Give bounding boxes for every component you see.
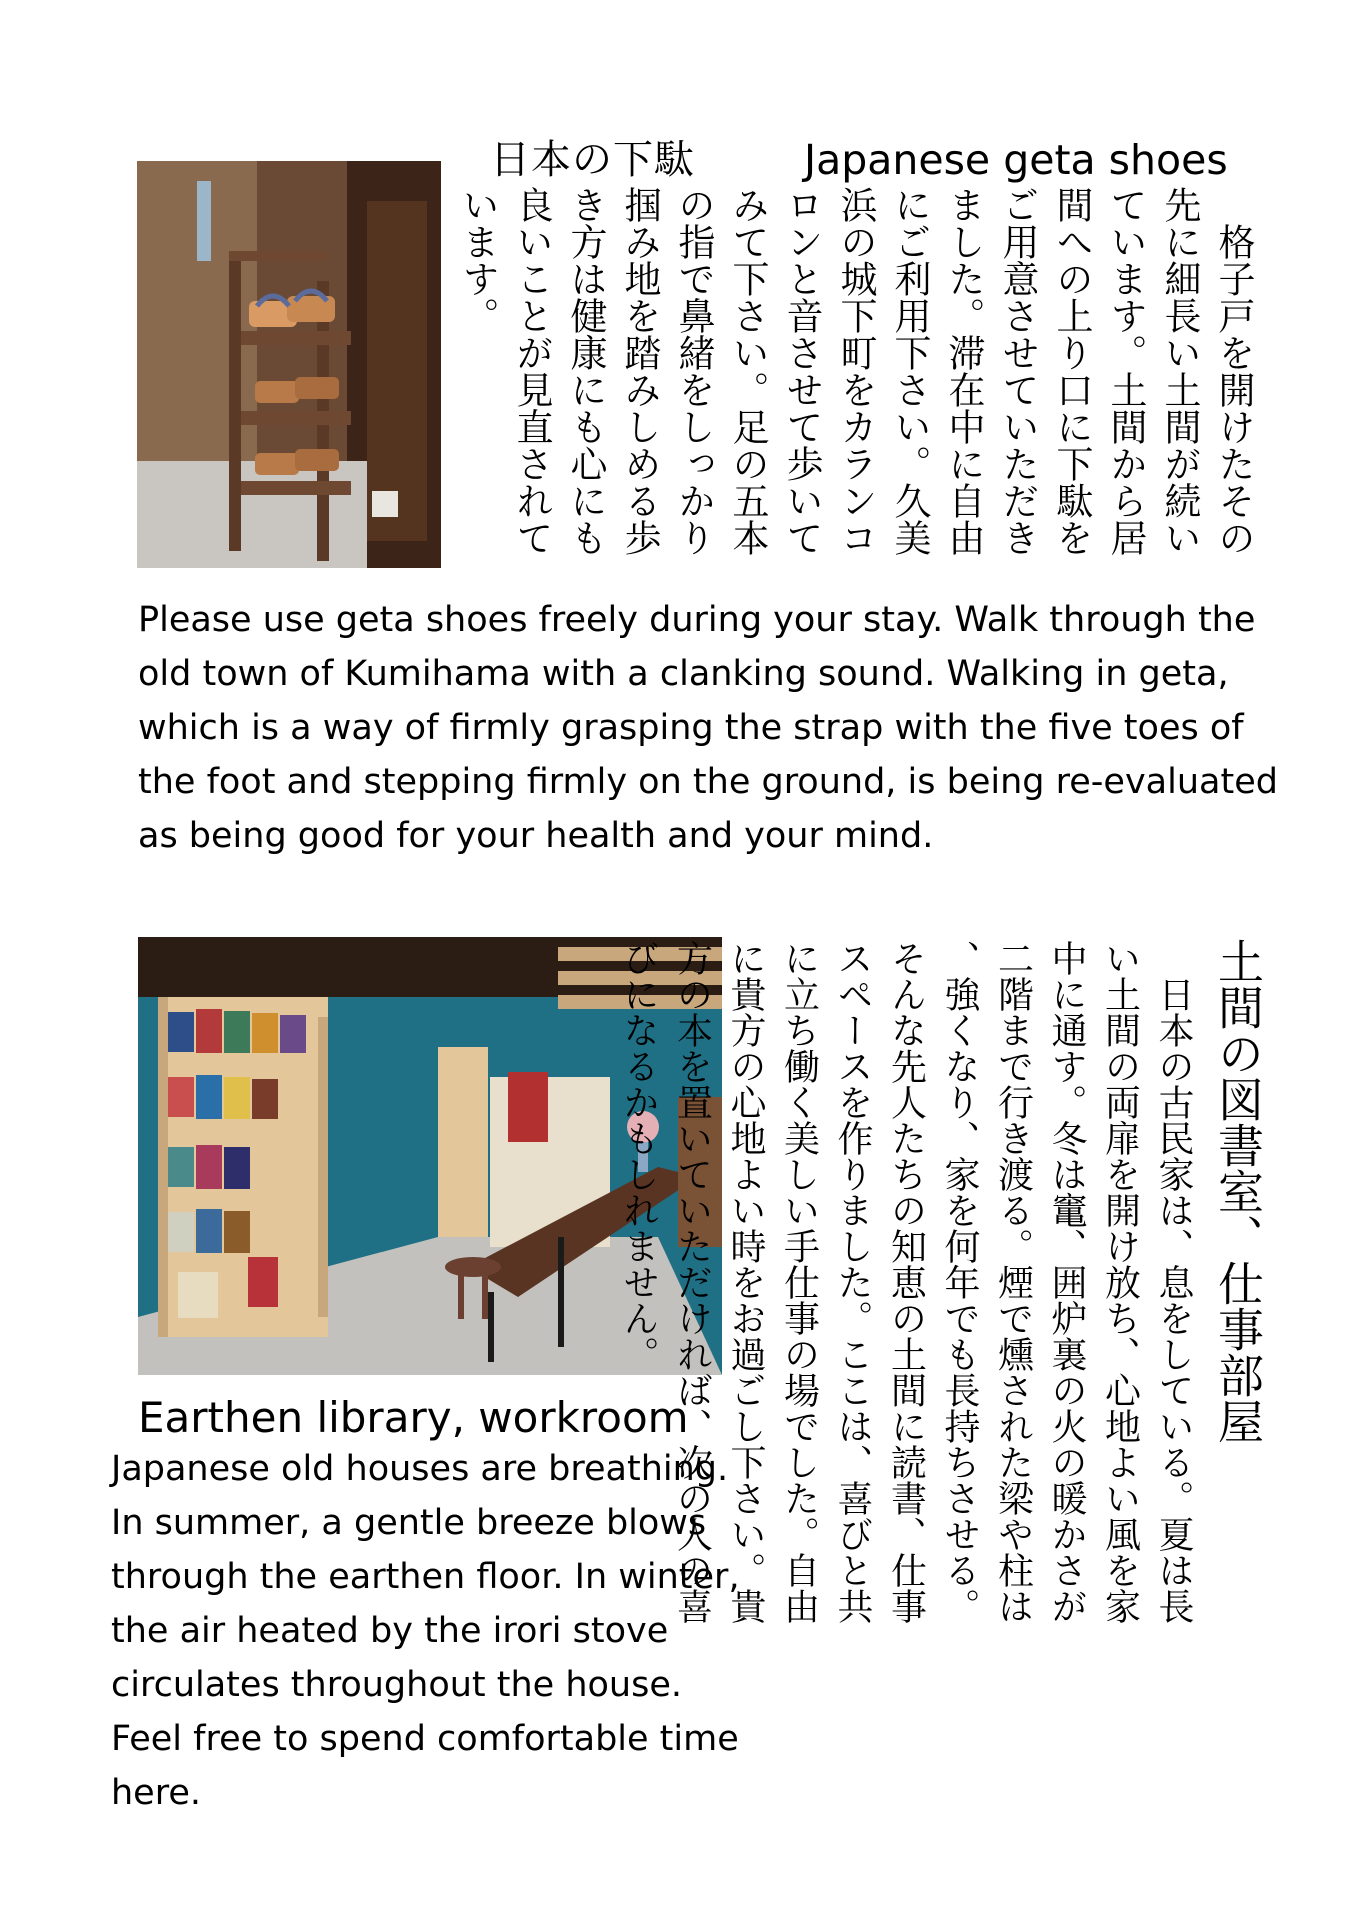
library-body-en-line: circulates throughout the house. (111, 1665, 683, 1705)
library-body-en-line: Japanese old houses are breathing. (111, 1449, 729, 1489)
library-body-jp: 日本の古民家は、息をしている。夏は長い土間の両扉を開け放ち、心地よい風を家中に通す。冬は竃、囲炉裏の火の暖かさが二階まで行き渡る。煙で燻された梁や柱は、強くなり、家を何年でも長持ちさせる。そんな先人たちの知恵の土間に読書、仕事スペースを作りました。ここは、喜びと共に立ち働く美しい手仕事の場でした。自由に貴方の心地よい時をお過ごし下さい。貴方の本を置いていただければ、次の人の喜びになるかもしれません。 (618, 940, 1194, 1624)
geta-title-jp: 日本の下駄 (490, 137, 695, 183)
geta-shoe-rack-photo (137, 161, 441, 568)
geta-title-en: Japanese geta shoes (804, 136, 1228, 184)
library-body-en-line: the air heated by the irori stove (111, 1611, 669, 1651)
library-body-en-line: In summer, a gentle breeze blows (111, 1503, 707, 1543)
library-title-en: Earthen library, workroom (138, 1393, 689, 1442)
geta-body-jp: 格子戸を開けたその先に細長い土間が続いています。土間から居間への上り口に下駄をご用意させていただきました。滞在中に自由にご利用下さい。久美浜の城下町をカランコロンと音させて歩いてみて下さい。足の五本の指で鼻緒をしっかり掴み地を踏みしめる歩き方は健康にも心にも良いことが見直されています。 (456, 186, 1255, 556)
geta-body-en: Please use geta shoes freely during your stay. Walk through the old town of Kumihama with a clanking sound. Walking in geta, which is a way of firmly grasping the strap with the five toes of the foot and stepping firmly on the ground, is being re-evaluated as being good for your health and your mind. (138, 600, 1278, 856)
library-title-jp: 土間の図書室、仕事部屋 (1211, 938, 1265, 1444)
library-body-en-line: here. (111, 1773, 201, 1813)
library-body-en-line: through the earthen floor. In winter, (111, 1557, 740, 1597)
library-body-en-line: Feel free to spend comfortable time (111, 1719, 739, 1759)
